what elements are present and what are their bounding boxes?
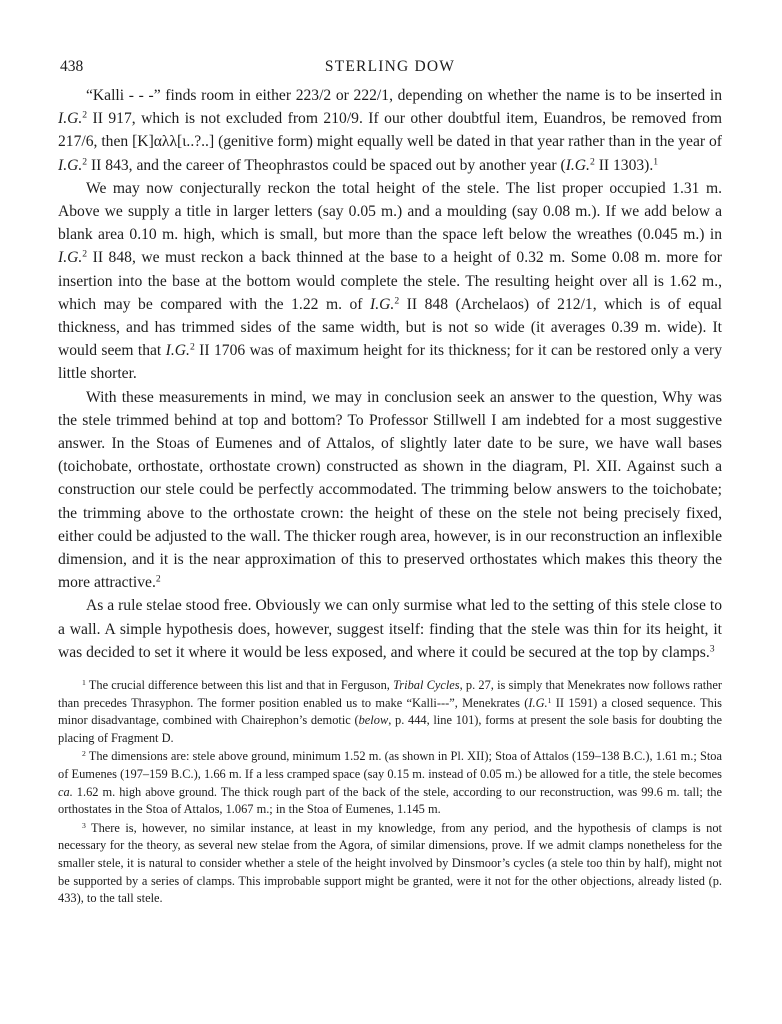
italic-text: I.G. xyxy=(370,295,395,313)
text-run: , p. 444, line 101), forms at present the sole basis for doubting the placing of Fragment D. xyxy=(58,713,722,745)
footnote xyxy=(58,748,722,818)
text-run: There is, however, no similar instance, at least in my knowledge, from any period, and the hypothesis of clamps is not necessary for the theory, as several new stelae from the Agora, of similar dimensions, prove. If we admit clamps nonetheless for the smaller stele, it is natural to consider whether a stele of the height involved by Dinsmoor’s cycles (a stele too thin by half), might not be supported by a series of clamps. This improbable support might be granted, were it not for the other objections, already listed (p. 433), to the tall stele. xyxy=(58,820,722,906)
text-run: We may now conjecturally reckon the total height of the stele. The list proper occupied 1.31 m. Above we supply a title in larger letters (say 0.05 m.) and a moulding (say 0.08 m.). If we add below a blank area 0.10 m. high, which is small, but more than the space left below the wreathes (0.045 m.) in xyxy=(58,179,722,244)
footnote-ref: 2 xyxy=(82,749,86,759)
footnote-ref: 2 xyxy=(82,156,88,168)
text-run: The dimensions are: stele above ground, minimum 1.52 m. (as shown in Pl. XII); Stoa of Attalos (159–138 B.C.), 1.61 m.; Stoa of Eumenes (197–159 B.C.), 1.66 m. If a less cramped space (say 0.15 m. instead of 0.05 m.) be allowed for a title, the stele becomes xyxy=(58,749,722,782)
footnote-ref: 2 xyxy=(394,295,400,307)
footnote xyxy=(58,677,722,747)
body-text xyxy=(58,84,722,664)
footnote-ref: 1 xyxy=(653,156,659,168)
text-run: II 1591) a closed sequence. This minor disadvantage, combined with Chairephon’s demotic ( xyxy=(58,695,722,728)
text-run: “Kalli - - -” finds room in either 223/2 or 222/1, depending on whether the name is to be inserted in xyxy=(86,87,722,104)
body-paragraph xyxy=(58,386,722,595)
text-run: II 1706 was of maximum height for its thickness; for it can be restored only a very little shorter. xyxy=(58,342,722,383)
text-run: II 848 (Archelaos) of 212/1, which is of equal thickness, and has trimmed sides of the same width, but is not so wide (it averages 0.39 m. wide). It would seem that xyxy=(58,295,722,360)
footnote-ref: 1 xyxy=(547,695,552,705)
footnote-ref: 2 xyxy=(155,573,161,585)
footnote-ref: 2 xyxy=(82,249,88,261)
body-paragraph xyxy=(58,177,722,386)
italic-text: ca. xyxy=(58,784,73,799)
footnote-ref: 1 xyxy=(82,677,86,687)
page-header xyxy=(58,58,722,84)
italic-text: I.G. xyxy=(528,695,548,710)
footnote xyxy=(58,820,722,908)
footnote-ref: 2 xyxy=(589,156,595,168)
footnote-ref: 3 xyxy=(709,643,715,655)
footnote-ref: 2 xyxy=(82,109,88,121)
italic-text: I.G. xyxy=(58,110,83,128)
footnotes xyxy=(58,677,722,908)
italic-text: I.G. xyxy=(565,156,590,174)
text-run: As a rule stelae stood free. Obviously we can only surmise what led to the setting of this stele close to a wall. A simple hypothesis does, however, suggest itself: finding that the stele was thin for its height, it was decided to set it where it would be less exposed, and where it could be secured at the top by clamps. xyxy=(58,597,722,661)
italic-text: Tribal Cycles xyxy=(393,678,460,693)
italic-text: I.G. xyxy=(165,342,190,360)
text-run: , p. 27, is simply that Menekrates now follows rather than precedes Thrasyphon. The former position enabled us to make “Kalli---”, Menekrates ( xyxy=(58,678,722,710)
body-paragraph xyxy=(58,594,722,664)
text-run: II 843, and the career of Theophrastos could be spaced out by another year ( xyxy=(87,156,566,174)
text-run: II 848, we must reckon a back thinned at the base to a height of 0.32 m. Some 0.08 m. more for insertion into the base at the bottom would complete the stele. The resulting height over all is 1.62 m., which may be compared with the 1.22 m. of xyxy=(58,249,722,313)
text-run: The crucial difference between this list and that in Ferguson, xyxy=(85,678,394,693)
footnote-ref: 2 xyxy=(189,341,195,353)
italic-text: I.G. xyxy=(58,156,83,174)
italic-text: below xyxy=(358,713,389,728)
footnote-ref: 3 xyxy=(82,820,86,830)
text-run: 1.62 m. high above ground. The thick rough part of the back of the stele, according to our reconstruction, was 99.6 m. tall; the orthostates in the Stoa of Attalos, 1.067 m.; in the Stoa of Eumenes, 1.145 m. xyxy=(58,784,722,817)
text-run: With these measurements in mind, we may in conclusion seek an answer to the question, Why was the stele trimmed behind at top and bottom? To Professor Stillwell I am indebted for a most suggestive answer. In the Stoas of Eumenes and of Attalos, of slightly later date to be sure, we have wall bases (toichobate, orthostate, orthostate crown) constructed as shown in the diagram, Pl. XII. Against such a construction our stele could be perfectly accommodated. The trimming below answers to the toichobate; the trimming above to the orthostate crown: the height of these on the stele not being precisely fixed, either could be adjusted to the wall. The thicker rough area, however, is in our reconstruction an inflexible dimension, and it is the near approximation of this to preserved orthostates which makes this theory the more attractive. xyxy=(58,388,722,592)
page xyxy=(58,58,722,908)
body-paragraph xyxy=(58,84,722,177)
running-head: STERLING DOW xyxy=(324,58,456,75)
italic-text: I.G. xyxy=(58,249,83,267)
page-number: 438 xyxy=(60,58,84,75)
text-run: II 1303). xyxy=(594,156,654,174)
text-run: II 917, which is not excluded from 210/9. If our other doubtful item, Euandros, be removed from 217/6, then [K]αλλ[ι..?..] (genitive form) might equally well be dated in that year rather than in the year of xyxy=(58,110,722,151)
